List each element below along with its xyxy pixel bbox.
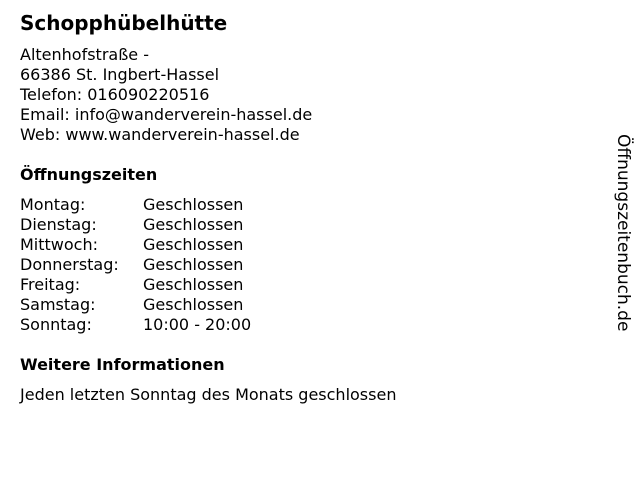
venue-phone: Telefon: 016090220516 — [20, 85, 210, 104]
venue-address — [20, 45, 580, 145]
further-info-text: Jeden letzten Sonntag des Monats geschlossen — [20, 385, 397, 404]
day-hours: Geschlossen — [143, 215, 244, 234]
site-watermark: Öffnungszeitenbuch.de — [613, 134, 633, 332]
day-label: Freitag: — [20, 275, 81, 294]
day-label: Donnerstag: — [20, 255, 119, 274]
hours-row-wednesday — [20, 235, 251, 255]
venue-street: Altenhofstraße - — [20, 45, 149, 64]
venue-website: Web: www.wanderverein-hassel.de — [20, 125, 300, 144]
hours-row-sunday — [20, 315, 251, 335]
venue-card — [20, 10, 580, 405]
venue-name: Schopphübelhütte — [20, 11, 228, 35]
day-label: Sonntag: — [20, 315, 92, 334]
day-label: Samstag: — [20, 295, 96, 314]
day-hours: Geschlossen — [143, 195, 244, 214]
further-info-heading: Weitere Informationen — [20, 355, 225, 374]
day-label: Mittwoch: — [20, 235, 98, 254]
hours-row-friday — [20, 275, 251, 295]
hours-row-tuesday — [20, 215, 251, 235]
day-hours: Geschlossen — [143, 295, 244, 314]
day-hours: 10:00 - 20:00 — [143, 315, 252, 334]
day-hours: Geschlossen — [143, 255, 244, 274]
opening-hours-heading: Öffnungszeiten — [20, 165, 158, 184]
day-label: Dienstag: — [20, 215, 97, 234]
day-label: Montag: — [20, 195, 86, 214]
hours-row-monday — [20, 195, 251, 215]
opening-hours-table — [20, 195, 251, 335]
venue-email: Email: info@wanderverein-hassel.de — [20, 105, 313, 124]
hours-row-saturday — [20, 295, 251, 315]
hours-row-thursday — [20, 255, 251, 275]
venue-city: 66386 St. Ingbert-Hassel — [20, 65, 220, 84]
day-hours: Geschlossen — [143, 275, 244, 294]
day-hours: Geschlossen — [143, 235, 244, 254]
